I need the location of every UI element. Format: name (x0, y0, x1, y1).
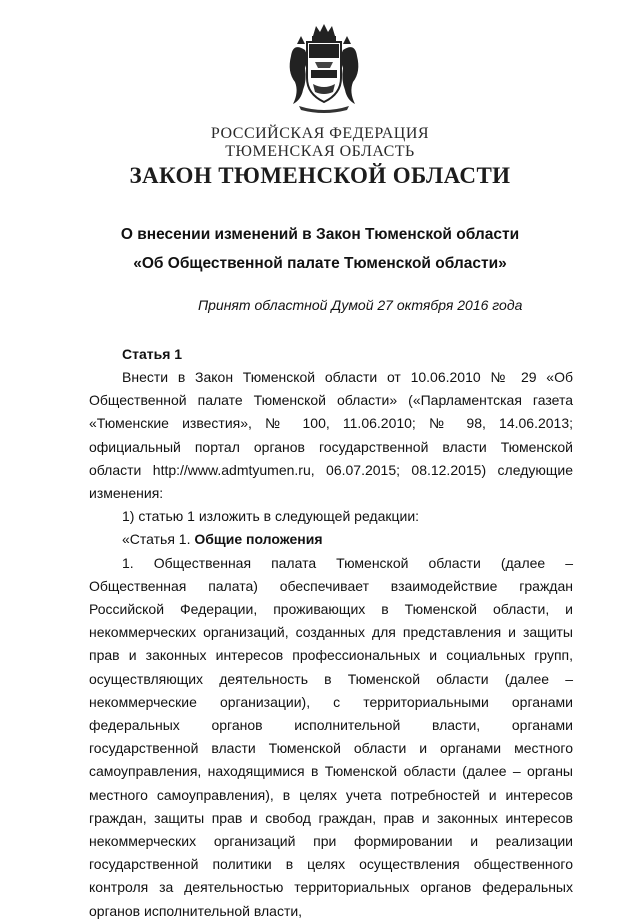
new-article-title: Общие положения (194, 531, 323, 548)
paragraph-item-1: 1) статью 1 изложить в следующей редакции: (122, 508, 420, 525)
document-title-line-2: «Об Общественной палате Тюменской области» (133, 255, 507, 272)
adoption-note: Принят областной Думой 27 октября 2016 года (198, 297, 523, 313)
new-article-prefix: «Статья 1. (122, 531, 195, 548)
document-title-line-1: О внесении изменений в Закон Тюменской области (120, 226, 520, 243)
new-article-heading (89, 528, 573, 551)
country-heading: РОССИЙСКАЯ ФЕДЕРАЦИЯ (210, 125, 430, 142)
tyumen-coat-of-arms-icon (283, 22, 365, 114)
document-body (89, 366, 573, 923)
article-heading: Статья 1 (122, 346, 183, 362)
region-heading: ТЮМЕНСКАЯ ОБЛАСТЬ (225, 143, 415, 160)
paragraph-general-provisions: 1. Общественная палата Тюменской области (далее – Общественная палата) обеспечивает взаимодействие граждан Российской Федерации, проживающих в Тюменской области, и некоммерческих организаций, созданных для представления и защиты прав и законных интересов профессиональных и социальных групп, осуществляющих деятельность в Тюменской области (далее – некоммерческие организации), с территориальными органами федеральных органов исполнительной власти, органами государственной власти Тюменской области и органами местного самоуправления, находящимися в Тюменской области (далее – органы местного самоуправления), в целях учета потребностей и интересов граждан, защиты прав и свобод граждан, прав и законных интересов некоммерческих организаций при формировании и реализации государственной политики в целях осуществления общественного контроля за деятельностью территориальных органов федеральных органов исполнительной власти, (89, 554, 573, 919)
law-heading: ЗАКОН ТЮМЕНСКОЙ ОБЛАСТИ (129, 163, 511, 188)
paragraph-amendments: Внести в Закон Тюменской области от 10.06.2010 № 29 «Об Общественной палате Тюменской области» («Парламентская газета «Тюменские известия», № 100, 11.06.2010; № 98, 14.06.2013; официальный портал органов государственной власти Тюменской области http://www.admtyumen.ru, 06.07.2015; 08.12.2015) следующие изменения: (89, 369, 573, 502)
